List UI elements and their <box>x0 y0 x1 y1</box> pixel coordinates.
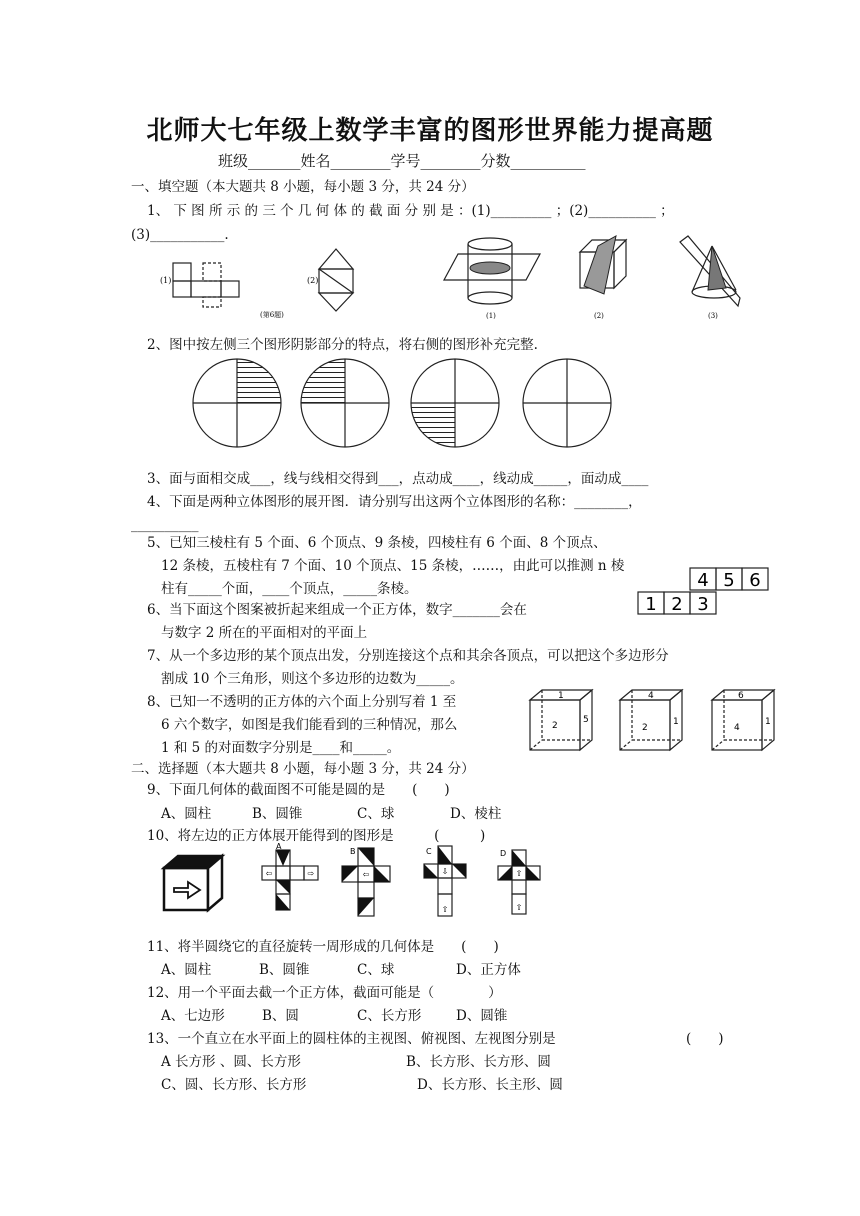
q12-option-d: D、圆锥 <box>456 1008 508 1024</box>
digit-5: 5 <box>723 570 735 591</box>
svg-text:⇧: ⇧ <box>515 869 523 878</box>
die2-front: 2 <box>642 723 648 733</box>
q9-option-c: C、球 <box>357 806 395 822</box>
die1-front: 2 <box>552 721 558 731</box>
q13-option-c: C、圆、长方形、长方形 <box>161 1077 307 1093</box>
section2-heading: 二、选择题（本大题共 8 小题，每小题 3 分，共 24 分） <box>131 761 475 777</box>
question-12: 12、用一个平面去截一个正方体，截面可能是（ ） <box>147 985 502 1001</box>
question-11: 11、将半圆绕它的直径旋转一周形成的几何体是 ( ) <box>147 939 499 955</box>
digit-2: 2 <box>671 594 683 615</box>
option-a-label: A <box>276 842 282 851</box>
question-3: 3、面与面相交成___，线与线相交得到___，点动成____，线动成_____，面动成____ <box>147 471 649 487</box>
q11-option-c: C、球 <box>357 962 395 978</box>
svg-text:⇦: ⇦ <box>265 869 273 878</box>
section1-heading: 一、填空题（本大题共 8 小题，每小题 3 分，共 24 分） <box>131 179 475 195</box>
die1-top: 1 <box>558 691 564 701</box>
die2-side: 1 <box>673 717 679 727</box>
circle-pattern-figures <box>185 355 615 455</box>
die2-top: 4 <box>648 691 654 701</box>
net-label-1: (1) <box>160 276 172 285</box>
solid-label-3: (3) <box>708 312 718 320</box>
question-5-cont2: 柱有_____个面，____个顶点，_____条棱。 <box>161 581 418 597</box>
question-9: 9、下面几何体的截面图不可能是圆的是 ( ) <box>147 782 450 798</box>
svg-text:⇩: ⇩ <box>441 867 449 876</box>
q13-answer-paren: ( ) <box>686 1031 724 1047</box>
question-4: 4、下面是两种立体图形的展开图．请分别写出这两个立体图形的名称：________， <box>147 494 642 510</box>
question-5-cont: 12 条棱，五棱柱有 7 个面、10 个顶点、15 条棱，……，由此可以推测 n 棱 <box>161 558 625 574</box>
die3-front: 4 <box>734 723 740 733</box>
question-8: 8、已知一不透明的正方体的六个面上分别写着 1 至 <box>147 694 457 710</box>
q13-option-d: D、长方形、长主形、圆 <box>417 1077 563 1093</box>
student-info-line: 班级_______姓名________学号________分数__________ <box>218 152 586 170</box>
q13-option-b: B、长方形、长方形、圆 <box>406 1054 551 1070</box>
question-7-cont: 割成 10 个三角形，则这个多边形的边数为_____。 <box>161 671 464 687</box>
svg-text:⇧: ⇧ <box>441 905 449 914</box>
q9-option-b: B、圆锥 <box>252 806 303 822</box>
question-2: 2、图中按左侧三个图形阴影部分的特点，将右侧的图形补充完整. <box>147 337 538 353</box>
die1-side: 5 <box>583 715 589 725</box>
question-4-cont: __________ <box>131 517 199 533</box>
digit-net-figure <box>637 566 772 618</box>
q9-option-d: D、棱柱 <box>450 806 502 822</box>
solid-label-2: (2) <box>594 312 604 320</box>
svg-text:⇨: ⇨ <box>307 869 315 878</box>
q12-option-a: A、七边形 <box>161 1008 225 1024</box>
q9-option-a: A、圆柱 <box>161 806 212 822</box>
question-1-cont: (3)___________. <box>131 227 229 243</box>
question-6: 6、当下面这个图案被折起来组成一个正方体，数字_______会在 <box>147 602 527 618</box>
net-label-2: (2) <box>307 276 319 285</box>
option-d-label: D <box>500 849 507 858</box>
die3-top: 6 <box>738 691 744 701</box>
q11-option-a: A、圆柱 <box>161 962 212 978</box>
question-13: 13、一个直立在水平面上的圆柱体的主视图、俯视图、左视图分别是 <box>147 1031 556 1047</box>
die3-side: 1 <box>765 717 771 727</box>
solid-label-1: (1) <box>486 312 496 320</box>
question-1: 1、 下 图 所 示 的 三 个 几 何 体 的 截 面 分 别 是 ：(1)_________ ；(2)__________ ； <box>147 203 674 219</box>
svg-text:⇧: ⇧ <box>515 903 523 912</box>
dice-figures <box>528 688 778 754</box>
q12-option-b: B、圆 <box>262 1008 299 1024</box>
cross-section-figures <box>440 232 740 324</box>
digit-1: 1 <box>645 594 657 615</box>
question-7: 7、从一个多边形的某个顶点出发，分别连接这个点和其余各顶点，可以把这个多边形分 <box>147 648 669 664</box>
cube-net-options <box>160 842 560 926</box>
question-5: 5、已知三棱柱有 5 个面、6 个顶点、9 条棱，四棱柱有 6 个面、8 个顶点、 <box>147 535 607 551</box>
digit-3: 3 <box>697 594 709 615</box>
figure-caption: (第6题) <box>260 311 284 319</box>
svg-text:⇦: ⇦ <box>362 870 370 879</box>
digit-4: 4 <box>697 570 709 591</box>
digit-6: 6 <box>749 570 761 591</box>
question-10: 10、将左边的正方体展开能得到的图形是 ( ) <box>147 828 486 844</box>
q11-option-b: B、圆锥 <box>259 962 310 978</box>
question-6-cont: 与数字 2 所在的平面相对的平面上 <box>161 625 368 641</box>
option-c-label: C <box>426 847 432 856</box>
q11-option-d: D、正方体 <box>456 962 521 978</box>
option-b-label: B <box>350 847 356 856</box>
page-title: 北师大七年级上数学丰富的图形世界能力提高题 <box>146 116 714 146</box>
q12-option-c: C、长方形 <box>357 1008 422 1024</box>
question-8-cont: 6 六个数字，如图是我们能看到的三种情况，那么 <box>161 717 458 733</box>
q13-option-a: A 长方形 、圆、长方形 <box>161 1054 301 1070</box>
question-8-cont2: 1 和 5 的对面数字分别是____和_____。 <box>161 740 401 756</box>
